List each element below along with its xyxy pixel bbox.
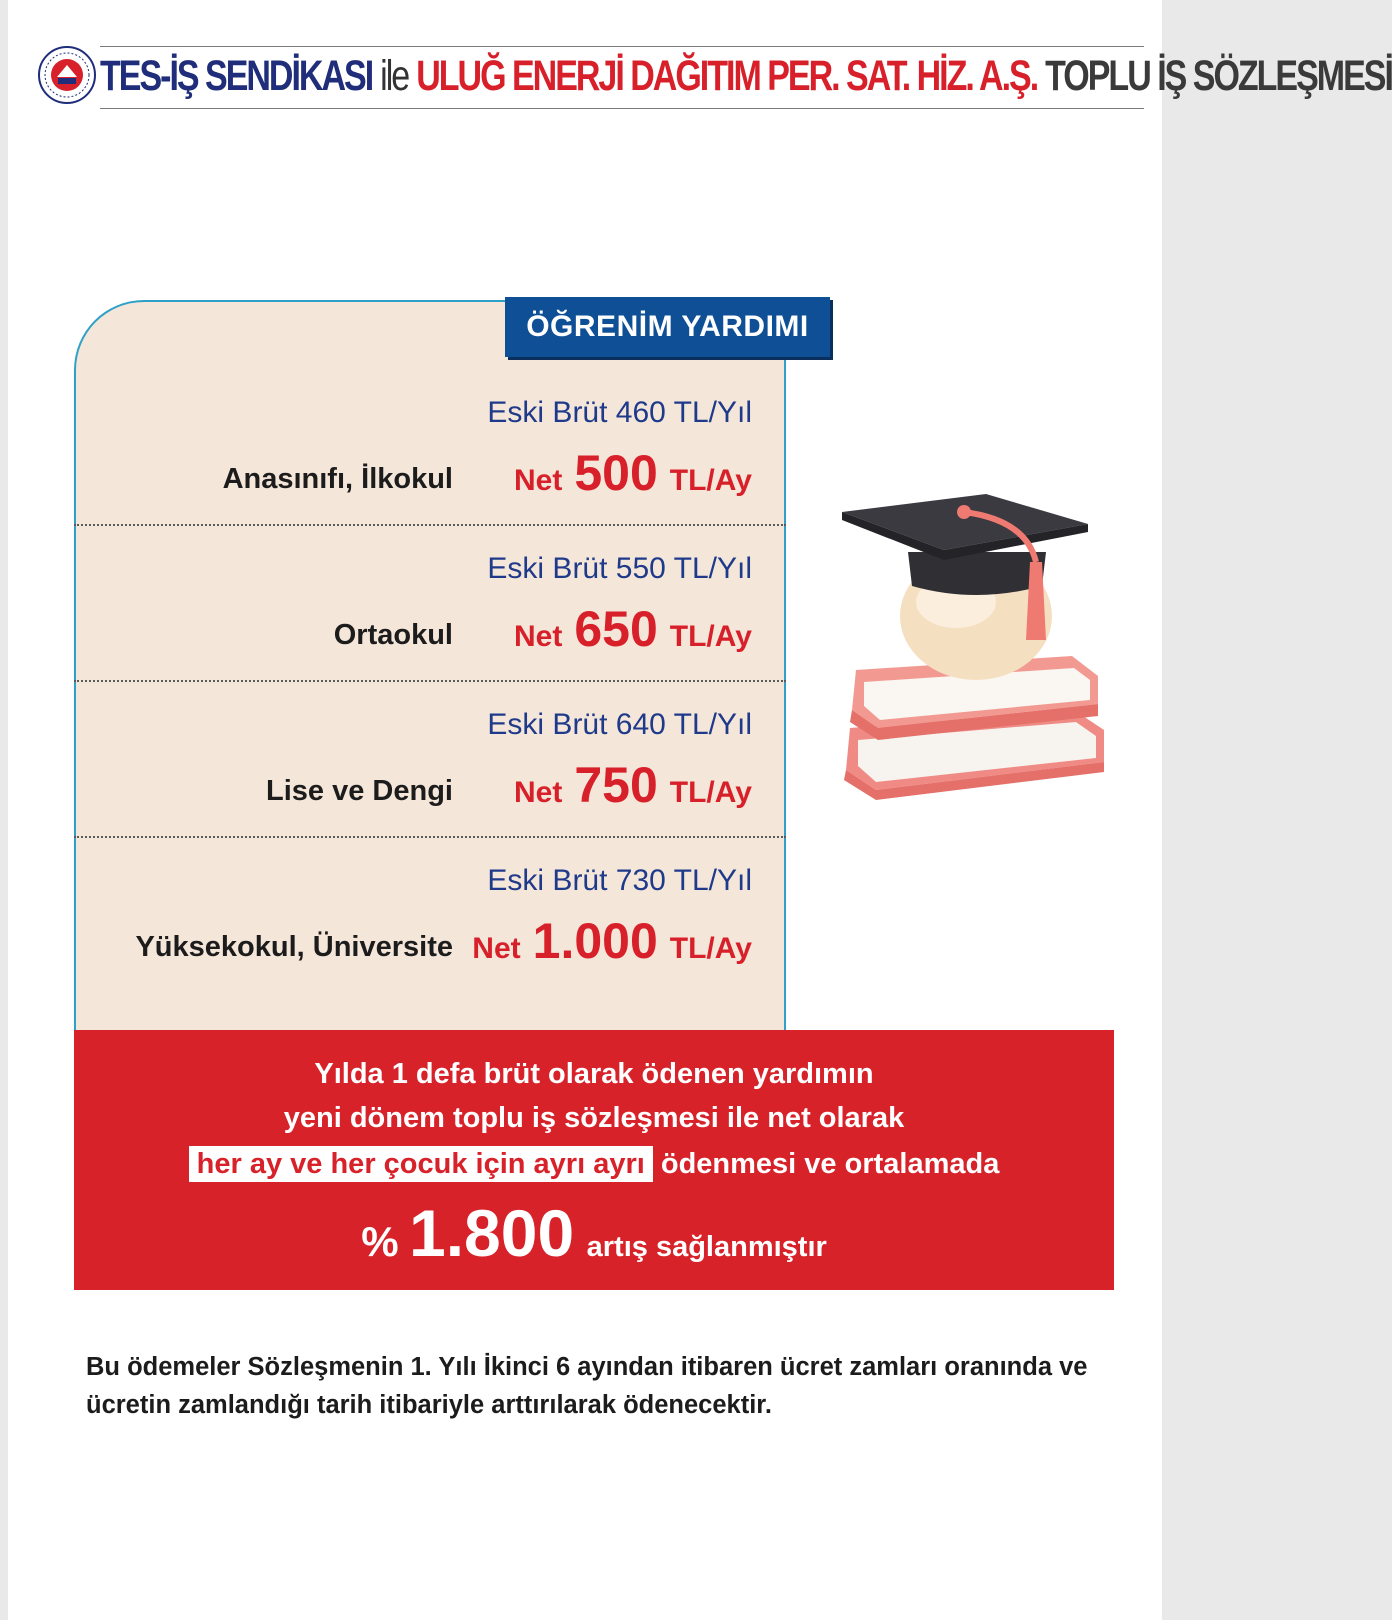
page [8,0,1392,1620]
net-unit: TL/Ay [669,464,752,497]
school-level-label: Anasınıfı, İlkokul [222,463,453,495]
old-gross-amount: Eski Brüt 550 TL/Yıl [487,552,752,585]
net-value: 500 [574,445,658,501]
union-logo-icon [38,46,96,104]
school-level-label: Ortaokul [333,619,453,651]
card-title: ÖĞRENİM YARDIMI [505,297,830,357]
aid-row-university [74,836,786,992]
increase-value: 1.800 [409,1196,575,1270]
increase-stat [74,1195,1114,1271]
net-unit: TL/Ay [669,932,752,965]
net-word: Net [513,776,563,809]
old-gross-amount: Eski Brüt 460 TL/Yıl [487,396,752,429]
net-value: 750 [574,757,658,813]
band-line-2: yeni dönem toplu iş sözleşmesi ile net olarak [283,1102,905,1134]
header-company-name: ULUĞ ENERJİ DAĞITIM PER. SAT. HİZ. A.Ş. [416,51,1038,100]
net-amount [472,912,752,970]
highlighted-phrase: her ay ve her çocuk için ayrı ayrı [189,1146,653,1182]
old-gross-amount: Eski Brüt 730 TL/Yıl [487,864,752,897]
info-band [74,1030,1114,1290]
net-amount [514,756,752,814]
net-word: Net [513,464,563,497]
net-amount [514,444,752,502]
old-gross-amount: Eski Brüt 640 TL/Yıl [487,708,752,741]
aid-row-primary [74,368,786,524]
increase-text: artış sağlanmıştır [586,1231,827,1263]
footnote: Bu ödemeler Sözleşmenin 1. Yılı İkinci 6 ayından itibaren ücret zamları oranında ve ücretin zamlandığı tarih itibariyle arttırılarak ödenecektir. [86,1353,1088,1419]
graduation-cap-books-icon [836,490,1116,830]
band-line-3 [74,1148,1114,1181]
band-line-3-rest: ödenmesi ve ortalamada [660,1148,1000,1180]
band-line-1: Yılda 1 defa brüt olarak ödenen yardımın [314,1058,874,1090]
net-word: Net [472,932,521,965]
net-unit: TL/Ay [669,620,752,653]
net-amount [514,600,752,658]
school-level-label: Lise ve Dengi [266,775,453,807]
header-title [100,44,1392,109]
header-connector: ile [380,51,409,100]
net-word: Net [513,620,563,653]
header-bottom-rule [100,108,1144,109]
net-value: 650 [574,601,658,657]
net-value: 1.000 [532,913,658,969]
header-union-name: TES-İŞ SENDİKASI [100,51,373,100]
net-unit: TL/Ay [669,776,752,809]
percent-sign: % [361,1218,399,1265]
header-agreement-name: TOPLU İŞ SÖZLEŞMESİ [1045,51,1392,100]
school-level-label: Yüksekokul, Üniversite [135,931,453,963]
aid-row-middle-school [74,524,786,680]
aid-row-high-school [74,680,786,836]
